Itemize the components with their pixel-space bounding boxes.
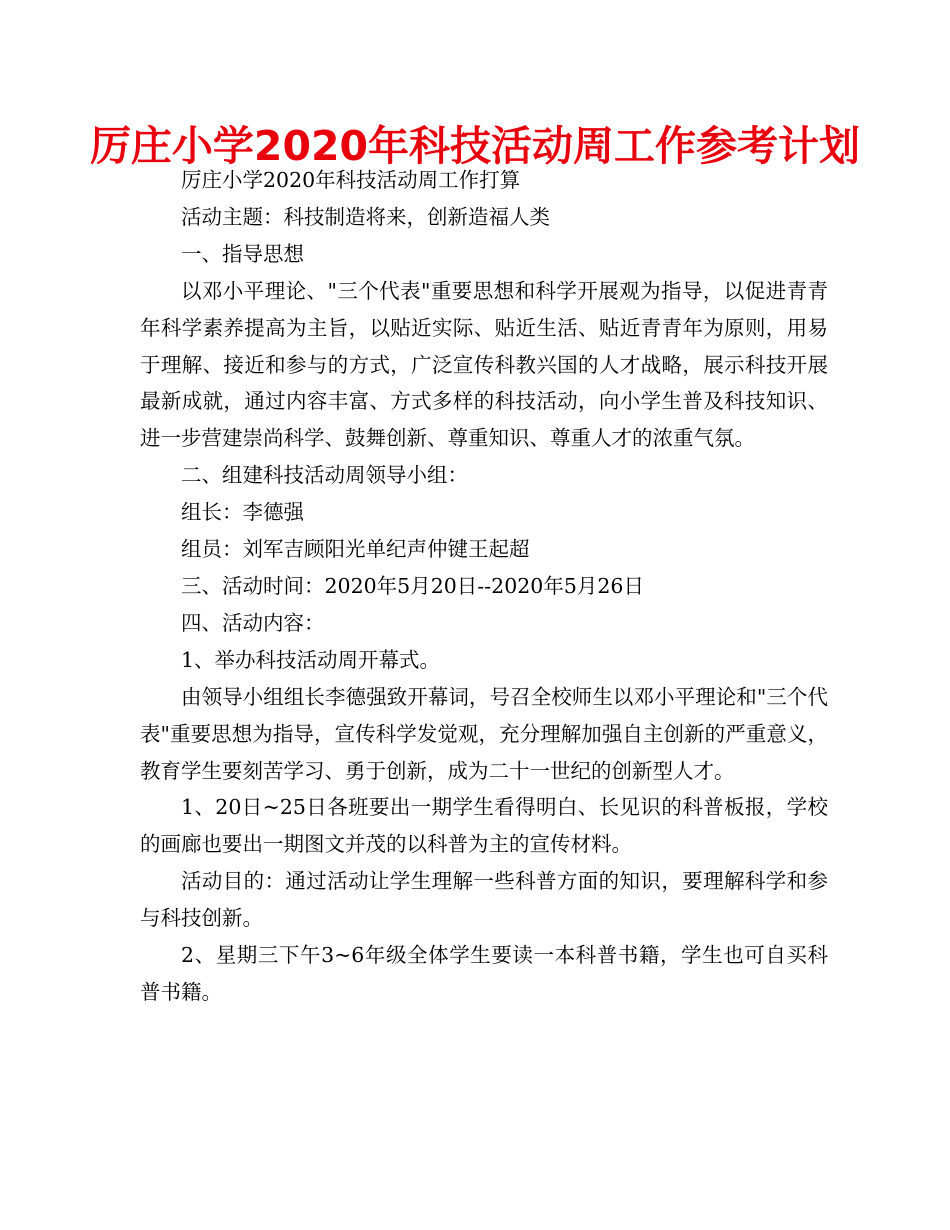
paragraph-group-members: 组员：刘军吉顾阳光单纪声仲键王起超: [181, 537, 530, 562]
heading-activity-time: 三、活动时间：2020年5月20日--2020年5月26日: [181, 573, 644, 598]
document-body: [140, 162, 828, 1011]
paragraph-opening-speech: 由领导小组组长李德强致开幕词，号召全校师生以邓小平理论和"三个代表"重要思想为指导，宣传科学发觉观，充分理解加强自主创新的严重意义，教育学生要刻苦学习、勇于创新，成为二十一世纪的创新型人才。: [140, 684, 828, 783]
paragraph-subtitle: 厉庄小学2020年科技活动周工作打算: [181, 168, 521, 192]
paragraph-guiding-ideology: 以邓小平理论、"三个代表"重要思想和科学开展观为指导，以促进青青年科学素养提高为主旨，以贴近实际、贴近生活、贴近青青年为原则，用易于理解、接近和参与的方式，广泛宣传科教兴国的人才战略，展示科技开展最新成就，通过内容丰富、方式多样的科技活动，向小学生普及科技知识、进一步营建崇尚科学、鼓舞创新、尊重知识、尊重人才的浓重气氛。: [140, 278, 828, 451]
paragraph-group-leader: 组长：李德强: [181, 500, 304, 525]
document-title: 厉庄小学2020年科技活动周工作参考计划: [89, 122, 861, 170]
heading-activity-content: 四、活动内容：: [181, 610, 325, 635]
paragraph-activity-purpose: 活动目的：通过活动让学生理解一些科普方面的知识，要理解科学和参与科技创新。: [140, 869, 828, 931]
list-item-blackboard: 1、20日~25日各班要出一期学生看得明白、长见识的科普板报，学校的画廊也要出一期图文并茂的以科普为主的宣传材料。: [140, 795, 828, 857]
list-item-opening-ceremony: 1、举办科技活动周开幕式。: [181, 647, 441, 672]
list-item-reading: 2、星期三下午3~6年级全体学生要读一本科普书籍，学生也可自买科普书籍。: [140, 943, 828, 1004]
heading-leading-group: 二、组建科技活动周领导小组：: [181, 463, 468, 488]
paragraph-theme: 活动主题：科技制造将来，创新造福人类: [181, 204, 550, 229]
heading-guiding-ideology: 一、指导思想: [181, 241, 304, 266]
